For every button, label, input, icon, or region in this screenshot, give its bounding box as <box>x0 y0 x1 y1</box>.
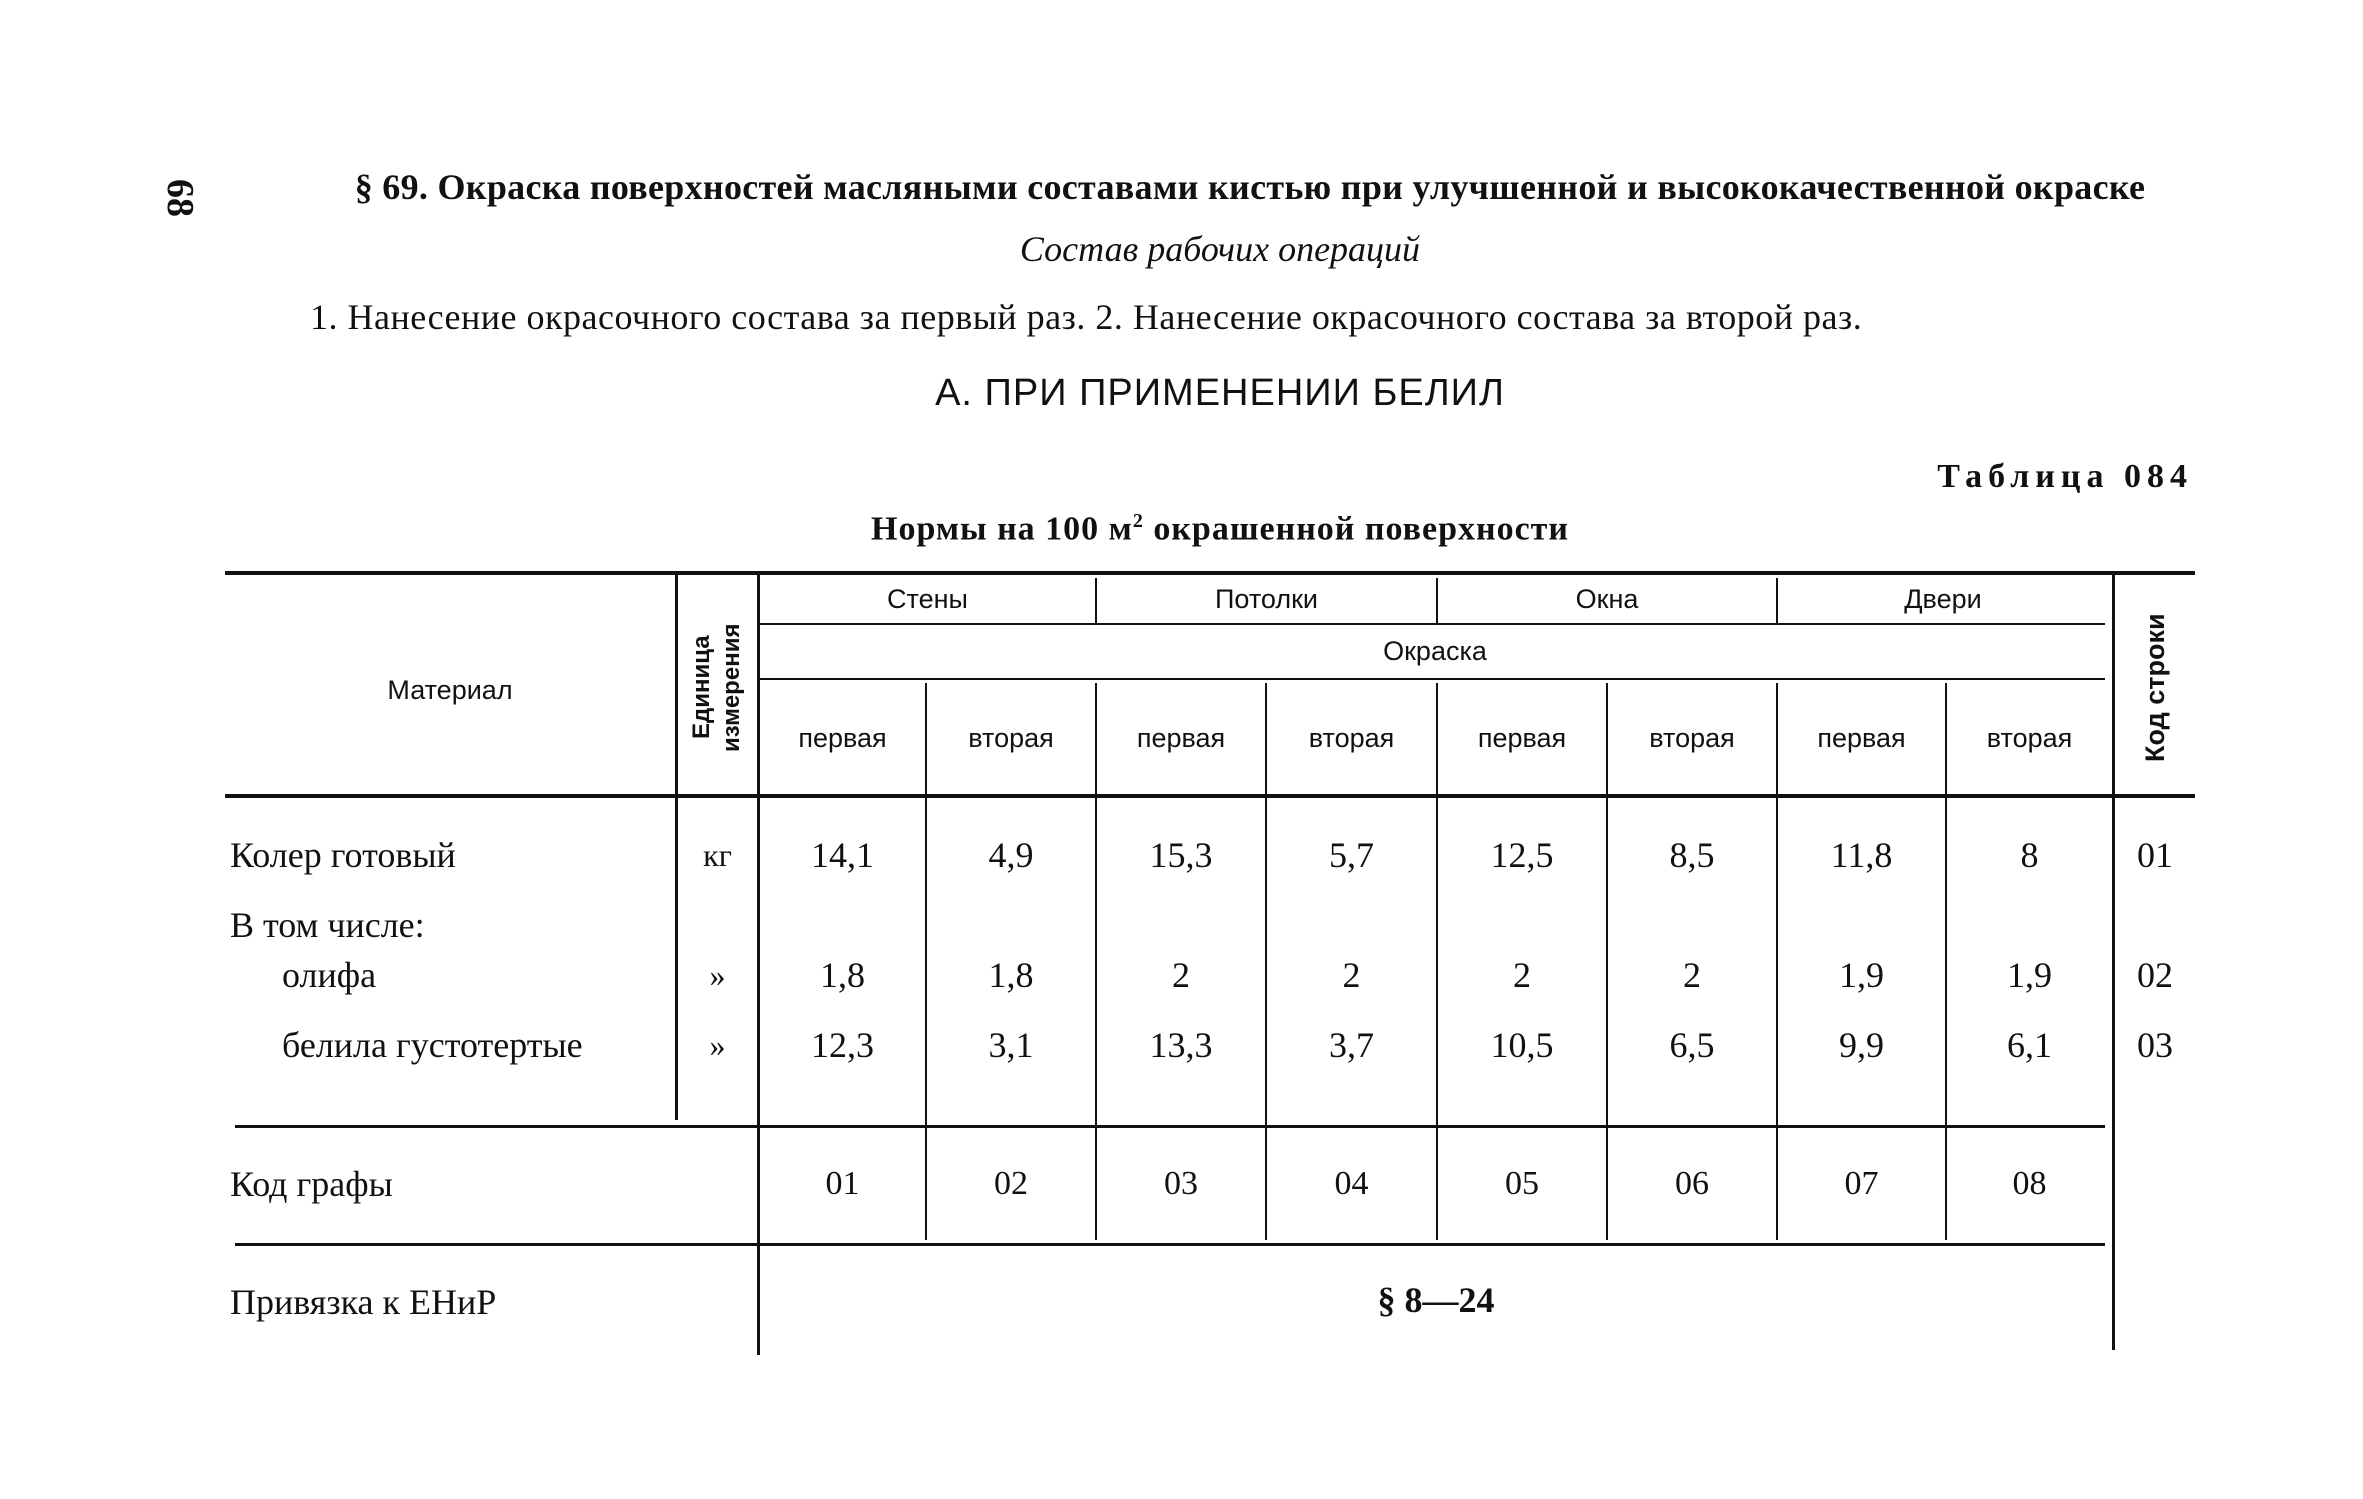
table-cell: 11,8 <box>1830 835 1893 875</box>
table-cell: 6,1 <box>2007 1025 2052 1065</box>
group-rule <box>760 623 2105 625</box>
header-sub-col-4: вторая <box>1308 722 1395 753</box>
table-cell: 1,9 <box>1839 955 1884 995</box>
row-label: В том числе: <box>230 905 425 945</box>
row-label: Колер готовый <box>230 835 456 875</box>
table-caption <box>0 510 2363 548</box>
operations-text: 1. Нанесение окрасочного состава за первый раз. 2. Нанесение окрасочного состава за второй раз. <box>310 297 1863 337</box>
table-cell: 6,5 <box>1669 1025 1715 1065</box>
row-code: 01 <box>2137 835 2173 875</box>
graph-code-cell: 08 <box>2012 1165 2047 1202</box>
table-cell: 4,9 <box>988 835 1034 875</box>
header-sub-col-7: первая <box>1817 722 1906 753</box>
graph-code-cell: 06 <box>1675 1165 1709 1202</box>
table-cell: 1,9 <box>2007 955 2052 995</box>
table-cell: 1,8 <box>820 955 865 995</box>
row-unit: » <box>709 956 726 993</box>
table-cell: 12,3 <box>811 1025 874 1065</box>
header-painting: Окраска <box>1383 635 1487 666</box>
graph-code-cell: 05 <box>1505 1165 1539 1202</box>
table-cell: 1,8 <box>988 955 1034 995</box>
header-material: Материал <box>387 674 513 705</box>
row-label: олифа <box>282 955 377 995</box>
header-sub-col-3: первая <box>1136 722 1226 753</box>
binding-label: Привязка к ЕНиР <box>230 1282 497 1322</box>
table-top-rule <box>225 571 2195 575</box>
header-row-code: Код строки <box>2140 613 2170 762</box>
graph-code-bottom-rule <box>235 1243 2105 1246</box>
table-cell: 13,3 <box>1149 1025 1213 1065</box>
caption-prefix: Нормы на 100 м <box>871 510 1133 548</box>
table-cell: 9,9 <box>1839 1025 1884 1065</box>
graph-code-cell: 07 <box>1844 1165 1879 1202</box>
header-bottom-rule <box>225 794 2195 798</box>
header-group-doors: Двери <box>1904 583 1982 614</box>
row-code: 02 <box>2137 955 2173 995</box>
header-group-windows: Окна <box>1575 583 1639 614</box>
table-cell: 8,5 <box>1669 835 1715 875</box>
section-heading: § 69. Окраска поверхностей масляными составами кистью при улучшенной и высококачественной окраске <box>354 167 2146 207</box>
subheader-rule <box>760 678 2105 680</box>
header-sub-col-8: вторая <box>1986 722 2073 753</box>
table-cell: 2 <box>1172 955 1190 995</box>
operations-subheading: Состав рабочих операций <box>1019 229 1421 269</box>
row-unit: кг <box>703 836 732 873</box>
row-label: белила густотертые <box>282 1025 583 1065</box>
table-cell: 5,7 <box>1329 835 1374 875</box>
header-unit: Единица измерения <box>688 623 745 752</box>
graph-code-cell: 01 <box>825 1165 860 1202</box>
table-cell: 3,7 <box>1329 1025 1374 1065</box>
header-sub-col-5: первая <box>1477 722 1567 753</box>
binding-value: § 8—24 <box>1377 1280 1495 1320</box>
table-cell: 10,5 <box>1490 1025 1554 1065</box>
table-cell: 8 <box>2020 835 2039 875</box>
table-cell: 15,3 <box>1149 835 1213 875</box>
section-title: А. ПРИ ПРИМЕНЕНИИ БЕЛИЛ <box>935 372 1505 414</box>
caption-sup: 2 <box>1132 510 1144 532</box>
table-cell: 2 <box>1683 955 1701 995</box>
table-cell: 3,1 <box>988 1025 1034 1065</box>
header-sub-col-1: первая <box>798 722 887 753</box>
graph-code-cell: 02 <box>994 1165 1028 1202</box>
graph-code-cell: 03 <box>1164 1165 1198 1202</box>
graph-code-cell: 04 <box>1334 1165 1369 1202</box>
row-unit: » <box>709 1026 726 1063</box>
page-number: 68 <box>159 179 201 217</box>
graph-code-label: Код графы <box>230 1164 393 1204</box>
caption-suffix: окрашенной поверхности <box>1143 510 1569 548</box>
header-sub-col-6: вторая <box>1649 722 1735 753</box>
body-bottom-rule <box>235 1125 2105 1128</box>
table-cell: 12,5 <box>1490 835 1554 875</box>
header-group-walls: Стены <box>887 583 968 614</box>
row-code: 03 <box>2137 1025 2173 1065</box>
table-cell: 2 <box>1513 955 1531 995</box>
header-sub-col-2: вторая <box>968 722 1054 753</box>
table-cell: 2 <box>1342 955 1361 995</box>
vline-material-unit <box>675 575 678 1120</box>
table-label: Таблица 084 <box>1937 458 2193 495</box>
header-group-ceilings: Потолки <box>1215 583 1318 614</box>
table-cell: 14,1 <box>811 835 874 875</box>
